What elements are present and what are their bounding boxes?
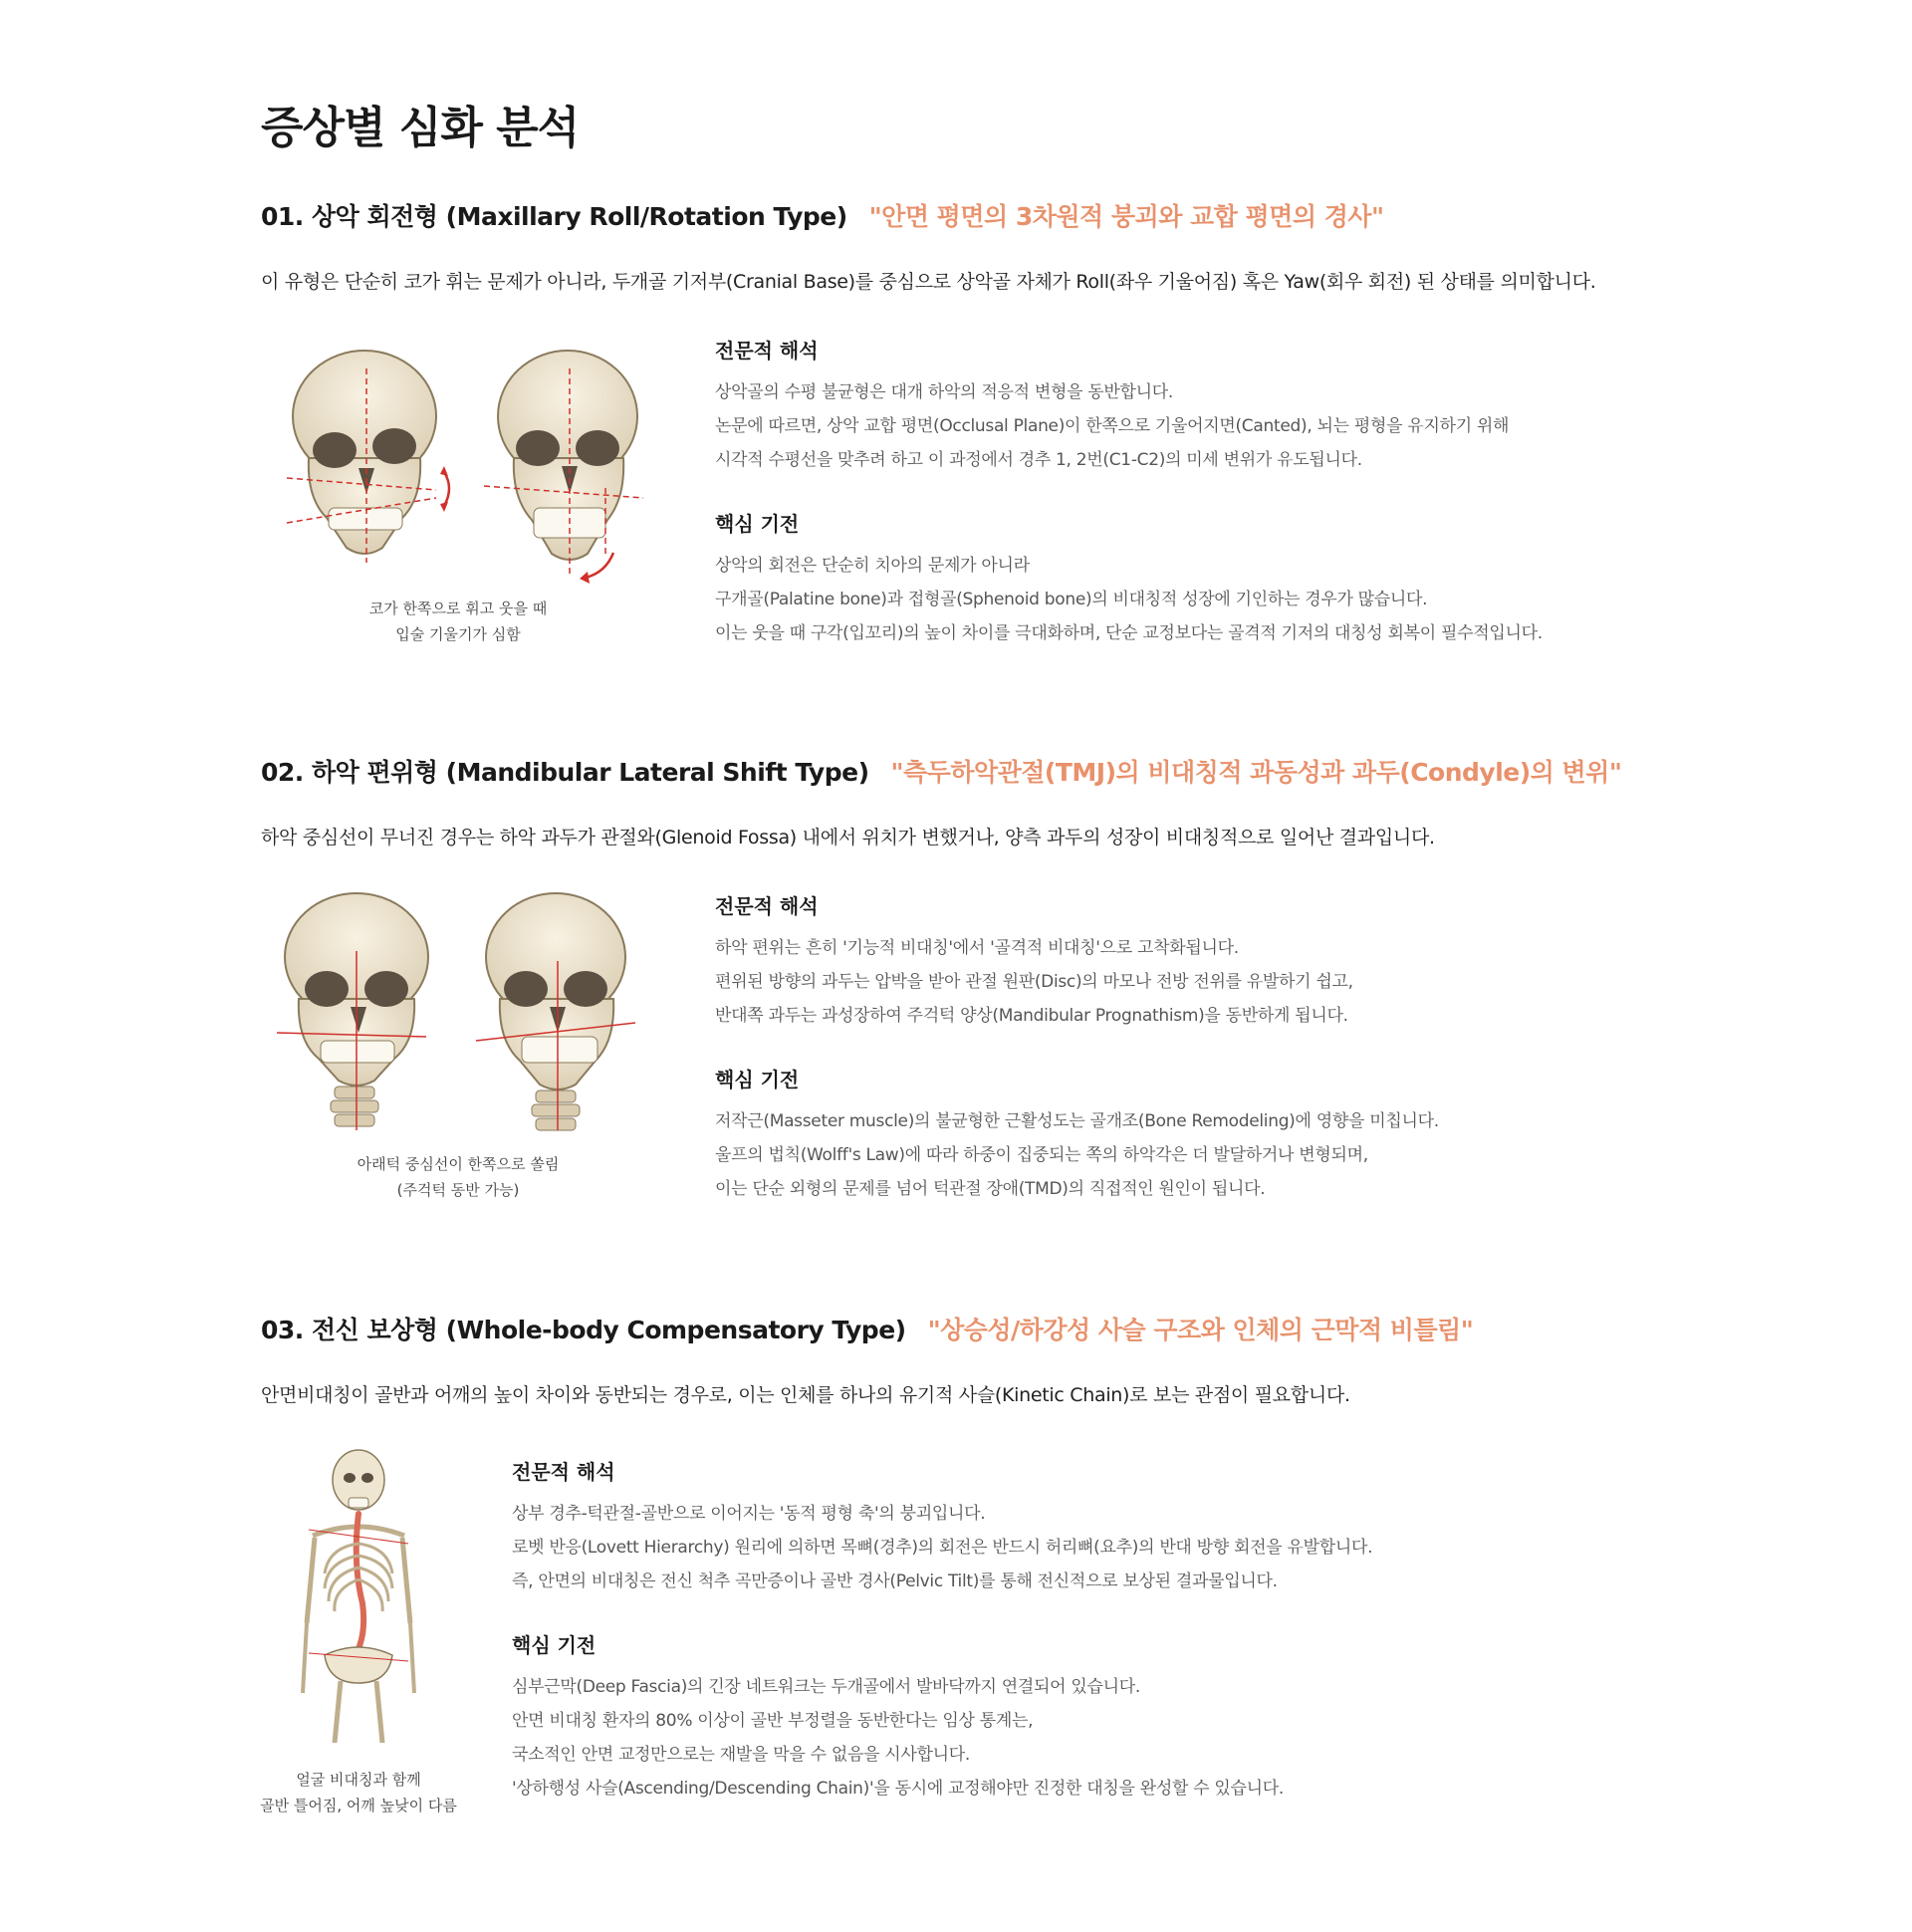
block-line: '상하행성 사슬(Ascending/Descending Chain)'을 동시에 교정해야만 진정한 대칭을 완성할 수 있습니다. — [512, 1779, 1284, 1799]
block-line: 상악골의 수평 불균형은 대개 하악의 적응적 변형을 동반합니다. — [715, 382, 1174, 402]
block-line: 로벳 반응(Lovett Hierarchy) 원리에 의하면 목뼈(경추)의 회전은 반드시 허리뼈(요추)의 반대 방향 회전을 유발합니다. — [512, 1538, 1373, 1558]
block-line: 상악의 회전은 단순히 치아의 문제가 아니라 — [715, 556, 1030, 576]
block-heading: 핵심 기전 — [715, 512, 800, 536]
section-whole-body — [261, 1311, 1755, 1407]
section-quote: "안면 평면의 3차원적 붕괴와 교합 평면의 경사" — [868, 202, 1384, 231]
section-intro: 안면비대칭이 골반과 어깨의 높이 차이와 동반되는 경우로, 이는 인체를 하나의 유기적 사슬(Kinetic Chain)로 보는 관점이 필요합니다. — [261, 1384, 1350, 1406]
block-line: 저작근(Masseter muscle)의 불균형한 근활성도는 골개조(Bone Remodeling)에 영향을 미칩니다. — [715, 1111, 1439, 1131]
section-quote: "측두하악관절(TMJ)의 비대칭적 과동성과 과두(Condyle)의 변위" — [890, 758, 1622, 787]
section-mandibular-shift — [261, 753, 1755, 849]
block-line: 국소적인 안면 교정만으로는 재발을 막을 수 없음을 시사합니다. — [512, 1745, 971, 1765]
section-title: 02. 하악 편위형 (Mandibular Lateral Shift Type) — [261, 758, 869, 787]
block-line: 반대쪽 과두는 과성장하여 주걱턱 양상(Mandibular Prognathism)을 동반하게 됩니다. — [715, 1006, 1348, 1026]
block-heading: 핵심 기전 — [512, 1633, 597, 1657]
block-line: 시각적 수평선을 맞추려 하고 이 과정에서 경추 1, 2번(C1-C2)의 미세 변위가 유도됩니다. — [715, 450, 1362, 470]
figure-caption: 코가 한쪽으로 휘고 웃을 때 입술 기울기가 심함 — [368, 600, 548, 643]
block-line: 이는 웃을 때 구각(입꼬리)의 높이 차이를 극대화하며, 단순 교정보다는 골격적 기저의 대칭성 회복이 필수적입니다. — [715, 623, 1543, 643]
block-line: 편위된 방향의 과두는 압박을 받아 관절 원판(Disc)의 마모나 전방 전위를 유발하기 쉽고, — [715, 972, 1353, 992]
skeleton-illustration — [289, 1444, 428, 1747]
block-line: 안면 비대칭 환자의 80% 이상이 골반 부정렬을 동반한다는 임상 통계는, — [512, 1711, 1034, 1731]
core-mechanism-block — [512, 1629, 1284, 1806]
block-line: 논문에 따르면, 상악 교합 평면(Occlusal Plane)이 한쪽으로 기울어지면(Canted), 뇌는 평형을 유지하기 위해 — [715, 416, 1510, 436]
expert-analysis-block — [715, 890, 1353, 1033]
block-heading: 전문적 해석 — [512, 1460, 615, 1484]
skull-left — [277, 893, 428, 1130]
figure-caption: 아래턱 중심선이 한쪽으로 쏠림 (주걱턱 동반 가능) — [357, 1155, 560, 1199]
section-maxillary-rotation — [261, 197, 1755, 294]
section-title: 01. 상악 회전형 (Maxillary Roll/Rotation Type) — [261, 202, 847, 231]
core-mechanism-block — [715, 1064, 1439, 1206]
skull-right — [484, 351, 643, 584]
block-line: 이는 단순 외형의 문제를 넘어 턱관절 장애(TMD)의 직접적인 원인이 됩니다. — [715, 1179, 1266, 1199]
skull-left — [287, 351, 449, 563]
skull-right — [476, 893, 635, 1130]
block-heading: 전문적 해석 — [715, 339, 819, 362]
section-quote: "상승성/하강성 사슬 구조와 인체의 근막적 비틀림" — [927, 1316, 1474, 1344]
block-line: 구개골(Palatine bone)과 접형골(Sphenoid bone)의 비대칭적 성장에 기인하는 경우가 많습니다. — [715, 590, 1428, 609]
block-heading: 핵심 기전 — [715, 1068, 800, 1091]
skull-rotation-illustration — [267, 339, 655, 602]
block-line: 하악 편위는 흔히 '기능적 비대칭'에서 '골격적 비대칭'으로 고착화됩니다. — [715, 938, 1239, 958]
figure-caption: 얼굴 비대칭과 함께 골반 틀어짐, 어깨 높낮이 다름 — [260, 1771, 457, 1814]
block-line: 심부근막(Deep Fascia)의 긴장 네트워크는 두개골에서 발바닥까지 연결되어 있습니다. — [512, 1677, 1140, 1697]
section-intro: 하악 중심선이 무너진 경우는 하악 과두가 관절와(Glenoid Fossa) 내에서 위치가 변했거나, 양측 과두의 성장이 비대칭적으로 일어난 결과입니다. — [261, 827, 1435, 848]
block-line: 즉, 안면의 비대칭은 전신 척추 곡만증이나 골반 경사(Pelvic Tilt)를 통해 전신적으로 보상된 결과물입니다. — [512, 1571, 1278, 1591]
section-intro: 이 유형은 단순히 코가 휘는 문제가 아니라, 두개골 기저부(Cranial Base)를 중심으로 상악골 자체가 Roll(좌우 기울어짐) 혹은 Yaw(회우 회전) 된 상태를 의미합니다. — [261, 271, 1596, 293]
expert-analysis-block — [715, 335, 1509, 477]
section-title: 03. 전신 보상형 (Whole-body Compensatory Type) — [261, 1316, 906, 1344]
skull-shift-illustration — [267, 886, 655, 1139]
core-mechanism-block — [715, 508, 1543, 650]
block-heading: 전문적 해석 — [715, 894, 819, 918]
page-title: 증상별 심화 분석 — [261, 103, 580, 153]
block-line: 상부 경추-턱관절-골반으로 이어지는 '동적 평형 축'의 붕괴입니다. — [512, 1504, 986, 1524]
expert-analysis-block — [512, 1456, 1372, 1598]
block-line: 울프의 법칙(Wolff's Law)에 따라 하중이 집중되는 쪽의 하악각은 더 발달하거나 변형되며, — [715, 1145, 1368, 1165]
